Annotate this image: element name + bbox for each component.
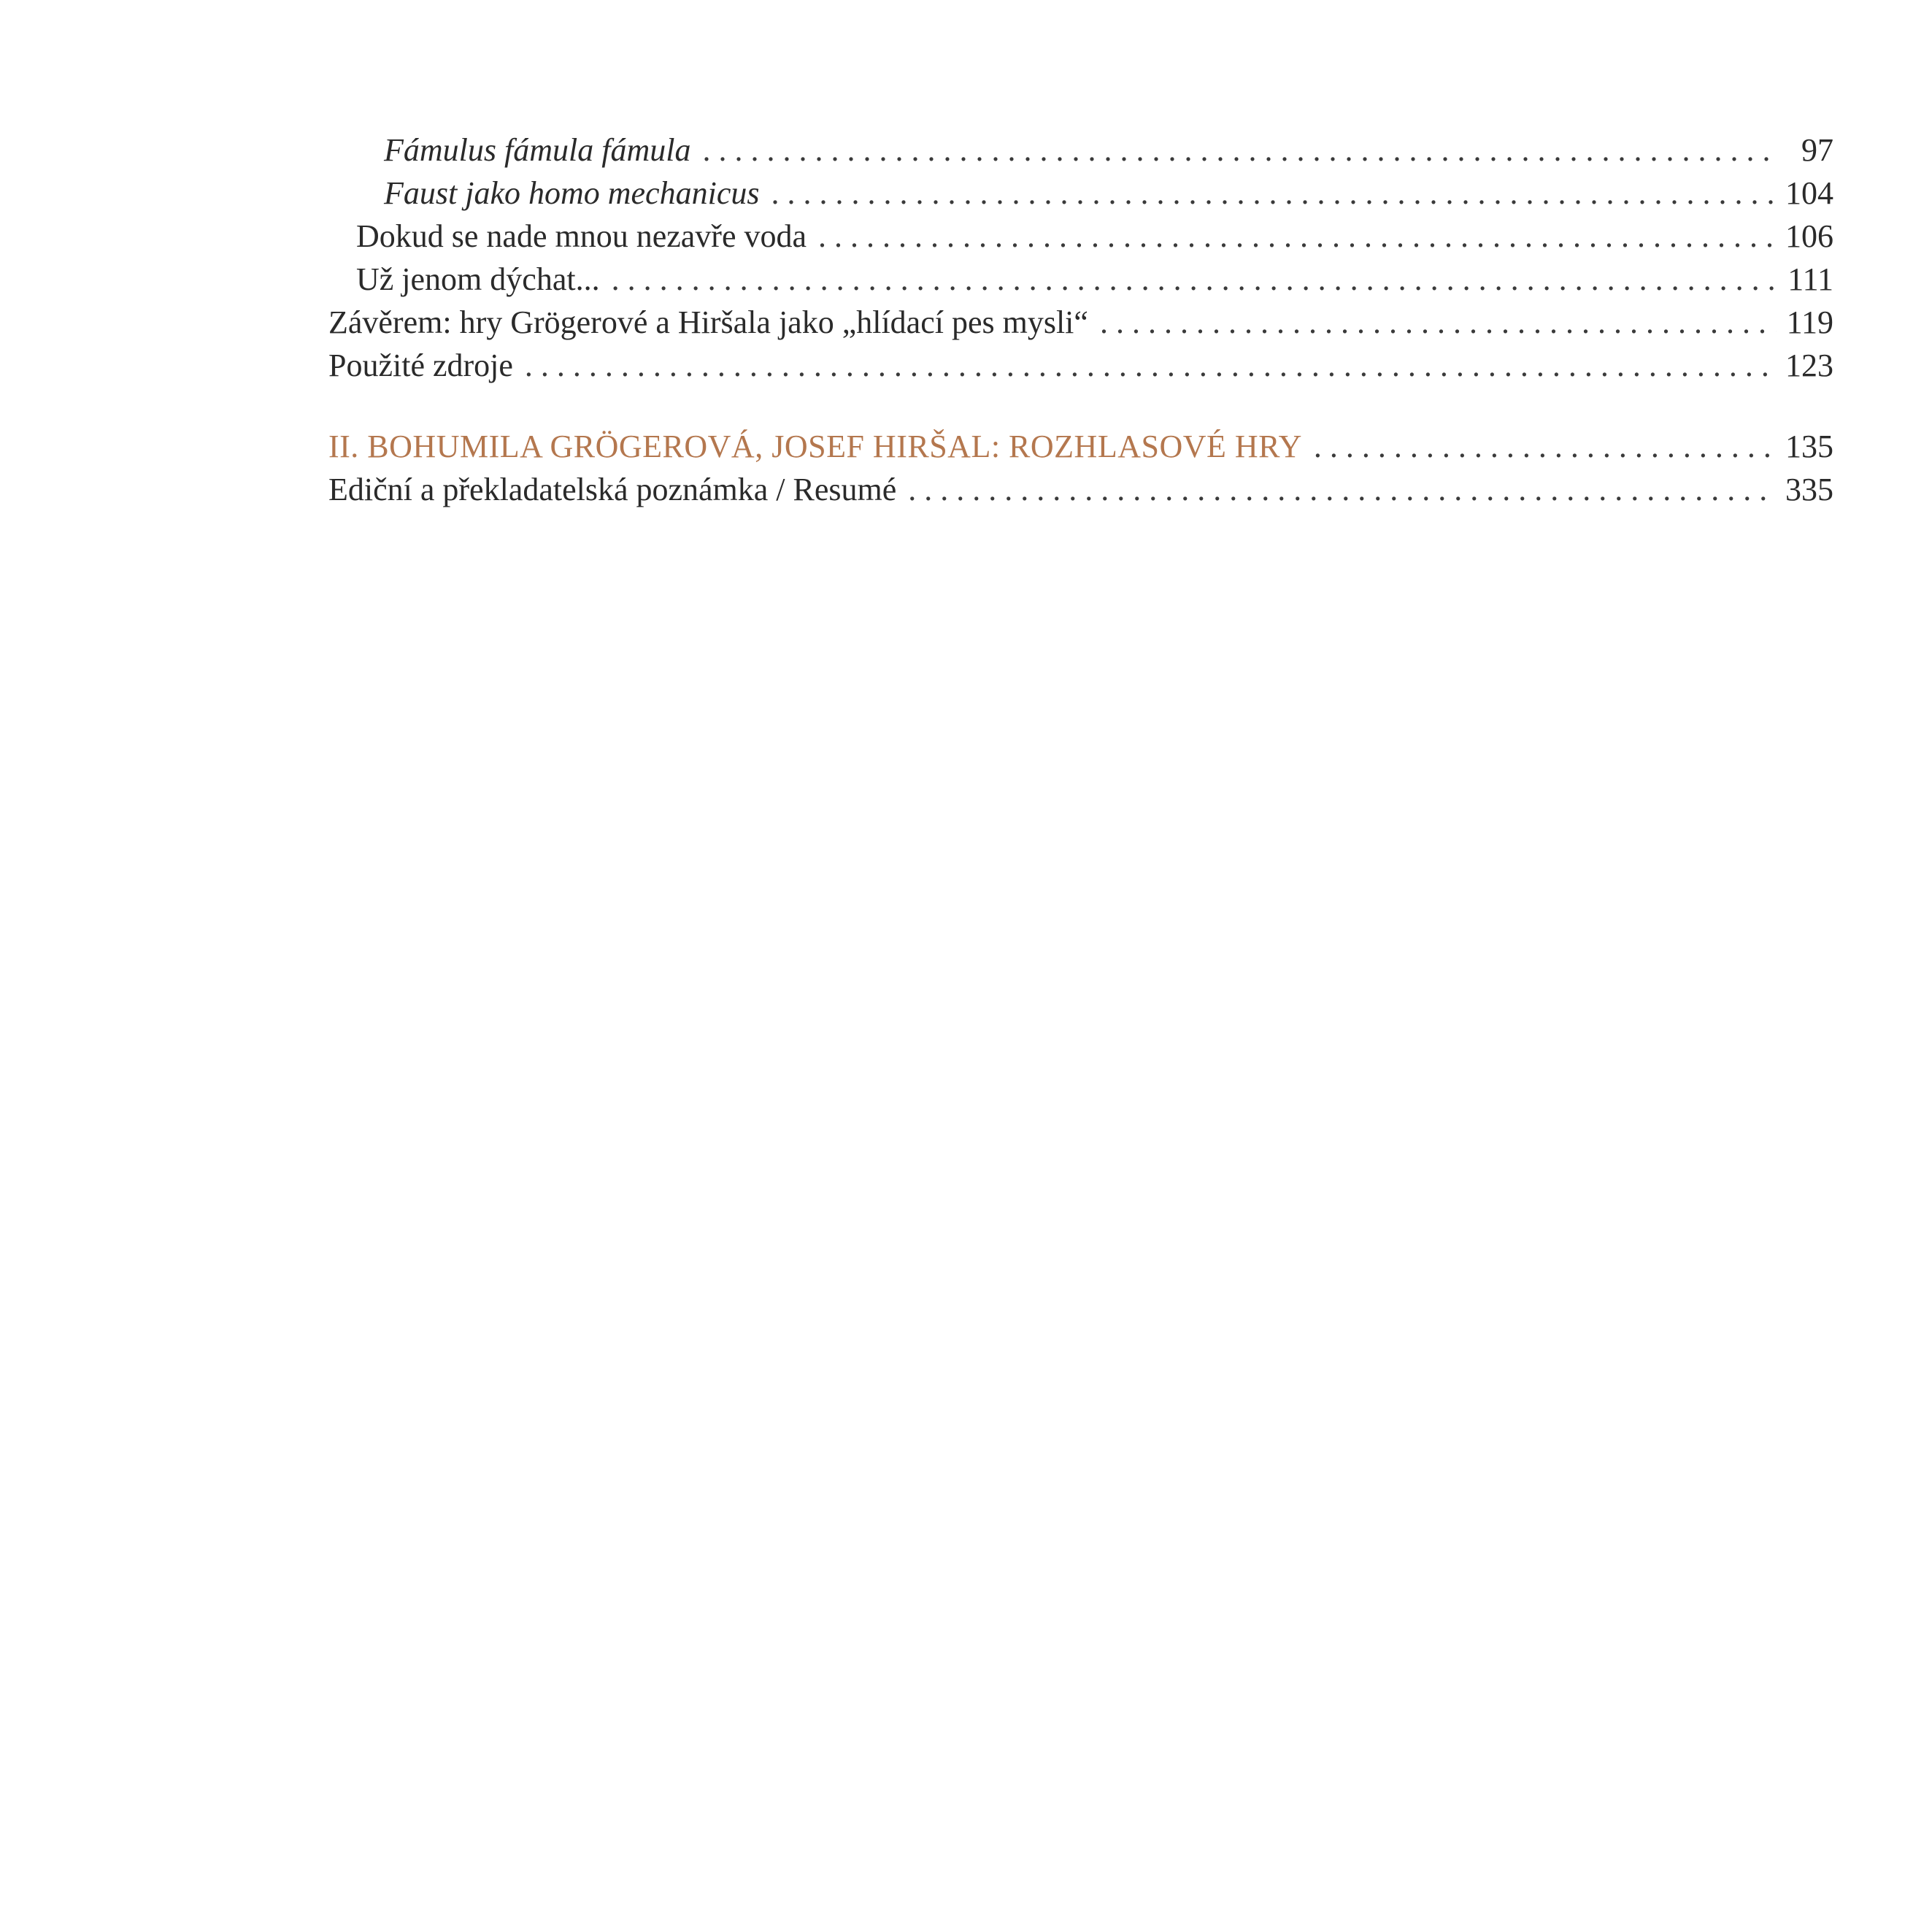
toc-entry-page: 106 <box>1785 218 1833 254</box>
toc-entry-dokud[interactable] <box>328 215 1833 258</box>
dot-leader <box>771 172 1777 215</box>
toc-entry-uz-jenom[interactable] <box>328 258 1833 301</box>
toc-entry-title: Už jenom dýchat... <box>356 261 600 297</box>
toc-entry-faust[interactable] <box>328 172 1833 215</box>
toc-entry-title: Závěrem: hry Grögerové a Hiršala jako „hlídací pes mysli“ <box>328 304 1088 340</box>
toc-entry-title: Fámulus fámula fámula <box>384 132 691 168</box>
toc-part-heading: II. BOHUMILA GRÖGEROVÁ, JOSEF HIRŠAL: ROZHLASOVÉ HRY <box>328 429 1302 464</box>
toc-entry-title: Dokud se nade mnou nezavře voda <box>356 218 807 254</box>
toc-entry-famulus[interactable] <box>328 128 1833 172</box>
toc-entry-page: 135 <box>1785 429 1833 464</box>
dot-leader <box>612 258 1777 301</box>
dot-leader <box>702 128 1777 172</box>
dot-leader <box>818 215 1777 258</box>
table-of-contents <box>328 128 1833 511</box>
dot-leader <box>1100 301 1777 344</box>
dot-leader <box>908 468 1777 511</box>
toc-entry-pouzite-zdroje[interactable] <box>328 344 1833 387</box>
toc-entry-edicni-poznamka[interactable] <box>328 468 1833 511</box>
toc-entry-page: 335 <box>1785 472 1833 507</box>
toc-entry-title: Použité zdroje <box>328 348 513 383</box>
toc-entry-part-two[interactable] <box>328 425 1833 468</box>
dot-leader <box>1314 425 1777 468</box>
toc-entry-page: 123 <box>1785 348 1833 383</box>
dot-leader <box>525 344 1777 387</box>
toc-entry-title: Ediční a překladatelská poznámka / Resumé <box>328 472 897 507</box>
toc-entry-title: Faust jako homo mechanicus <box>384 175 760 211</box>
toc-entry-zaverem[interactable] <box>328 301 1833 344</box>
toc-entry-page: 104 <box>1785 175 1833 211</box>
toc-entry-page: 119 <box>1786 304 1833 340</box>
toc-entry-page: 111 <box>1787 261 1833 297</box>
toc-entry-page: 97 <box>1801 132 1833 168</box>
